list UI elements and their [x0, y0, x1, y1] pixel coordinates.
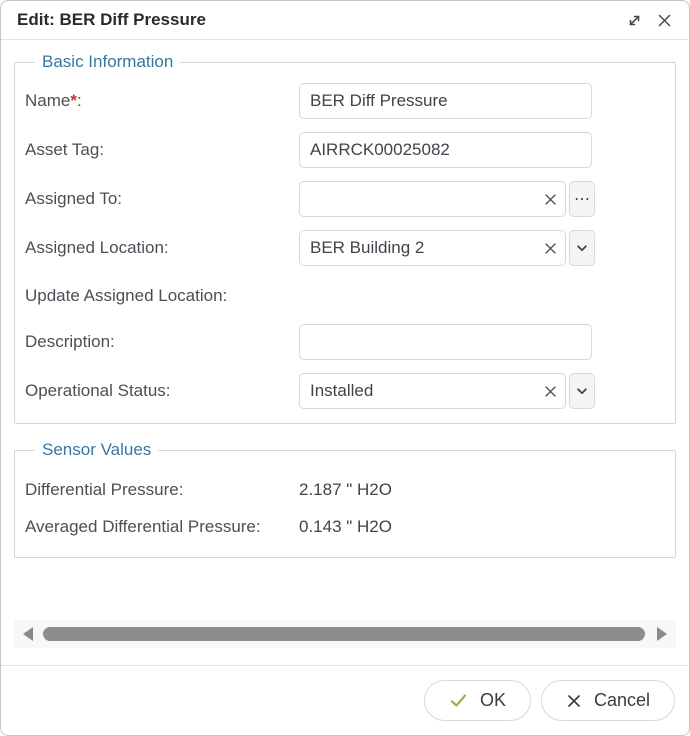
operational-status-row: [25, 373, 665, 409]
sensor-values-group: [14, 440, 676, 558]
name-label: Name*:: [25, 91, 82, 110]
averaged-differential-pressure-label: Averaged Differential Pressure:: [25, 517, 261, 536]
x-icon: [566, 693, 582, 709]
assigned-location-combo: [299, 230, 595, 266]
dialog-header: [1, 1, 689, 40]
basic-information-legend: Basic Information: [42, 52, 174, 71]
ok-button[interactable]: [424, 680, 531, 721]
dialog-title: Edit: BER Diff Pressure: [17, 10, 206, 29]
clear-icon[interactable]: [543, 192, 557, 206]
chevron-down-icon: [575, 384, 589, 398]
assigned-to-label: Assigned To:: [25, 189, 123, 208]
scrollbar-thumb[interactable]: [43, 627, 645, 641]
name-input[interactable]: [299, 83, 592, 119]
description-input[interactable]: [299, 324, 592, 360]
check-icon: [449, 692, 468, 709]
description-label: Description:: [25, 332, 115, 351]
asset-tag-label: Asset Tag:: [25, 140, 105, 159]
averaged-differential-pressure-row: [25, 516, 665, 538]
clear-icon[interactable]: [543, 241, 557, 255]
basic-information-group: [14, 52, 676, 424]
operational-status-dropdown-button[interactable]: [569, 373, 595, 409]
cancel-button-label: Cancel: [593, 690, 650, 710]
operational-status-combo: [299, 373, 595, 409]
assigned-to-input[interactable]: [299, 181, 566, 217]
assigned-to-row: [25, 181, 665, 217]
name-row: [25, 83, 665, 119]
sensor-values-legend: Sensor Values: [42, 440, 152, 459]
close-icon[interactable]: [653, 9, 675, 31]
differential-pressure-row: [25, 479, 665, 501]
required-asterisk: *: [70, 91, 77, 110]
update-assigned-location-row: [25, 285, 665, 307]
cancel-button[interactable]: [541, 680, 675, 721]
operational-status-label: Operational Status:: [25, 381, 171, 400]
asset-tag-row: [25, 132, 665, 168]
chevron-down-icon: [575, 241, 589, 255]
update-assigned-location-label: Update Assigned Location:: [25, 286, 228, 305]
clear-icon[interactable]: [543, 384, 557, 398]
assigned-to-picker-button[interactable]: [569, 181, 595, 217]
dialog-footer: [1, 665, 689, 735]
scroll-right-arrow-icon[interactable]: [657, 627, 667, 641]
resize-icon[interactable]: [623, 9, 645, 31]
differential-pressure-label: Differential Pressure:: [25, 480, 184, 499]
scroll-left-arrow-icon[interactable]: [23, 627, 33, 641]
dialog-body: [1, 40, 689, 558]
assigned-location-label: Assigned Location:: [25, 238, 169, 257]
assigned-location-row: [25, 230, 665, 266]
assigned-location-input[interactable]: [299, 230, 566, 266]
differential-pressure-value: 2.187 " H2O: [299, 480, 392, 499]
scrollbar-track[interactable]: [40, 627, 650, 641]
description-row: [25, 324, 665, 360]
operational-status-input[interactable]: [299, 373, 566, 409]
assigned-to-combo: [299, 181, 595, 217]
assigned-location-dropdown-button[interactable]: [569, 230, 595, 266]
ok-button-label: OK: [479, 690, 506, 710]
ellipsis-icon: ⋯: [574, 191, 590, 208]
asset-tag-input[interactable]: [299, 132, 592, 168]
horizontal-scrollbar[interactable]: [14, 620, 676, 648]
averaged-differential-pressure-value: 0.143 " H2O: [299, 517, 392, 536]
